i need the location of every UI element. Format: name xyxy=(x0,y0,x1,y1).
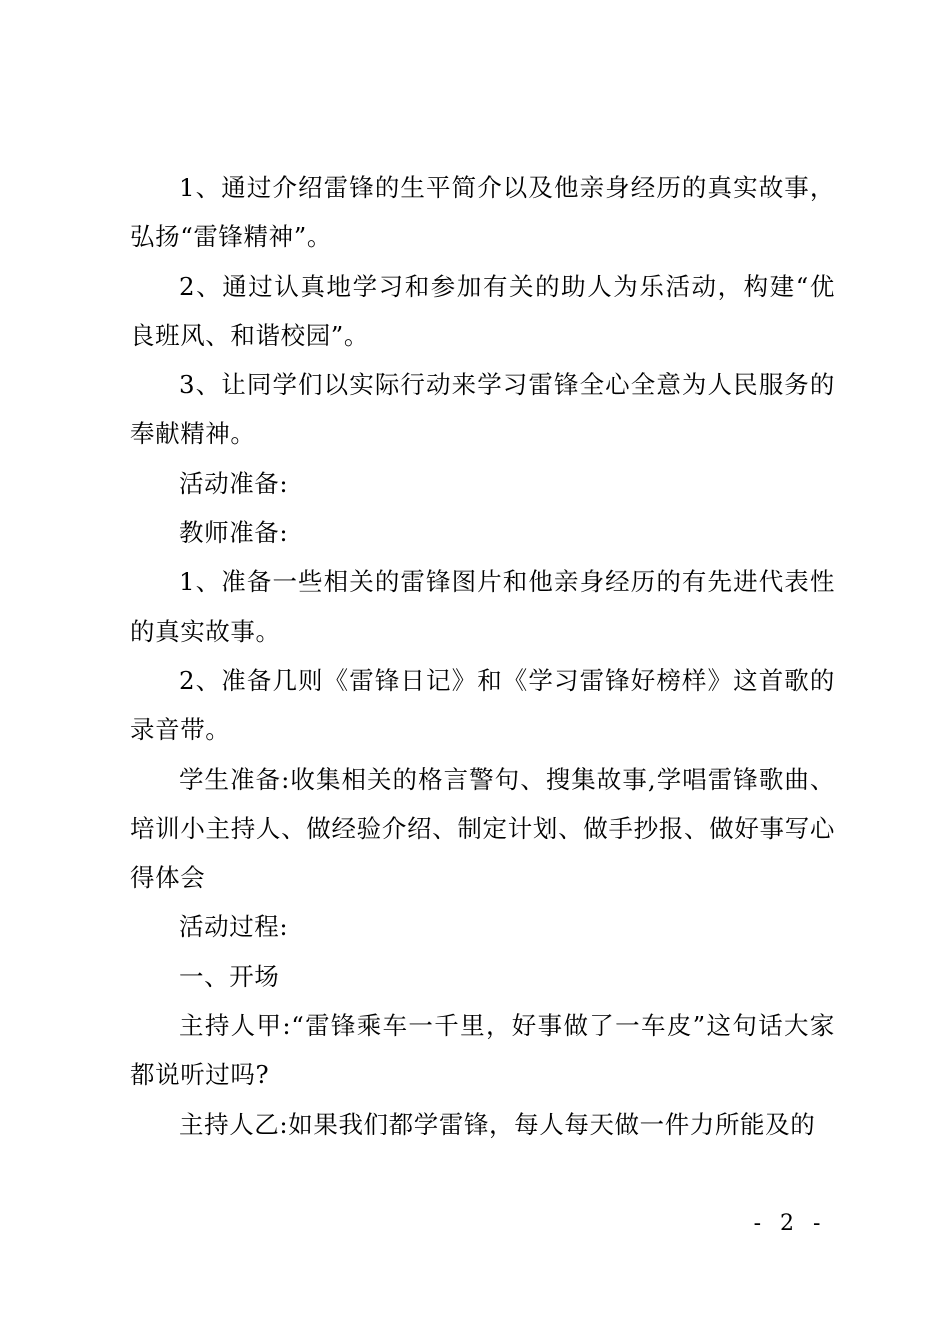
paragraph-host-a: 主持人甲:“雷锋乘车一千里，好事做了一车皮”这句话大家都说听过吗? xyxy=(130,1011,835,1090)
paragraph-host-b: 主持人乙:如果我们都学雷锋，每人每天做一件力所能及的 xyxy=(179,1109,816,1139)
paragraph-teacher-prep-1: 1、准备一些相关的雷锋图片和他亲身经历的有先进代表性的真实故事。 xyxy=(130,567,835,646)
heading-activity-process: 活动过程: xyxy=(179,912,289,942)
heading-activity-preparation: 活动准备: xyxy=(179,468,289,498)
paragraph-teacher-prep-2: 2、准备几则《雷锋日记》和《学习雷锋好榜样》这首歌的录音带。 xyxy=(130,665,835,745)
heading-teacher-preparation: 教师准备: xyxy=(179,518,289,548)
paragraph-objective-2: 2、通过认真地学习和参加有关的助人为乐活动，构建“优良班风、和谐校园”。 xyxy=(130,271,835,350)
paragraph-objective-3: 3、让同学们以实际行动来学习雷锋全心全意为人民服务的奉献精神。 xyxy=(130,370,835,449)
document-body xyxy=(130,163,835,1149)
paragraph-student-preparation: 学生准备:收集相关的格言警句、搜集故事,学唱雷锋歌曲、培训小主持人、做经验介绍、制定计划、做手抄报、做好事写心得体会 xyxy=(130,764,835,893)
paragraph-objective-1: 1、通过介绍雷锋的生平简介以及他亲身经历的真实故事，弘扬“雷锋精神”。 xyxy=(130,173,835,252)
page-number: - 2 - xyxy=(753,1211,827,1236)
heading-opening: 一、开场 xyxy=(179,961,280,991)
